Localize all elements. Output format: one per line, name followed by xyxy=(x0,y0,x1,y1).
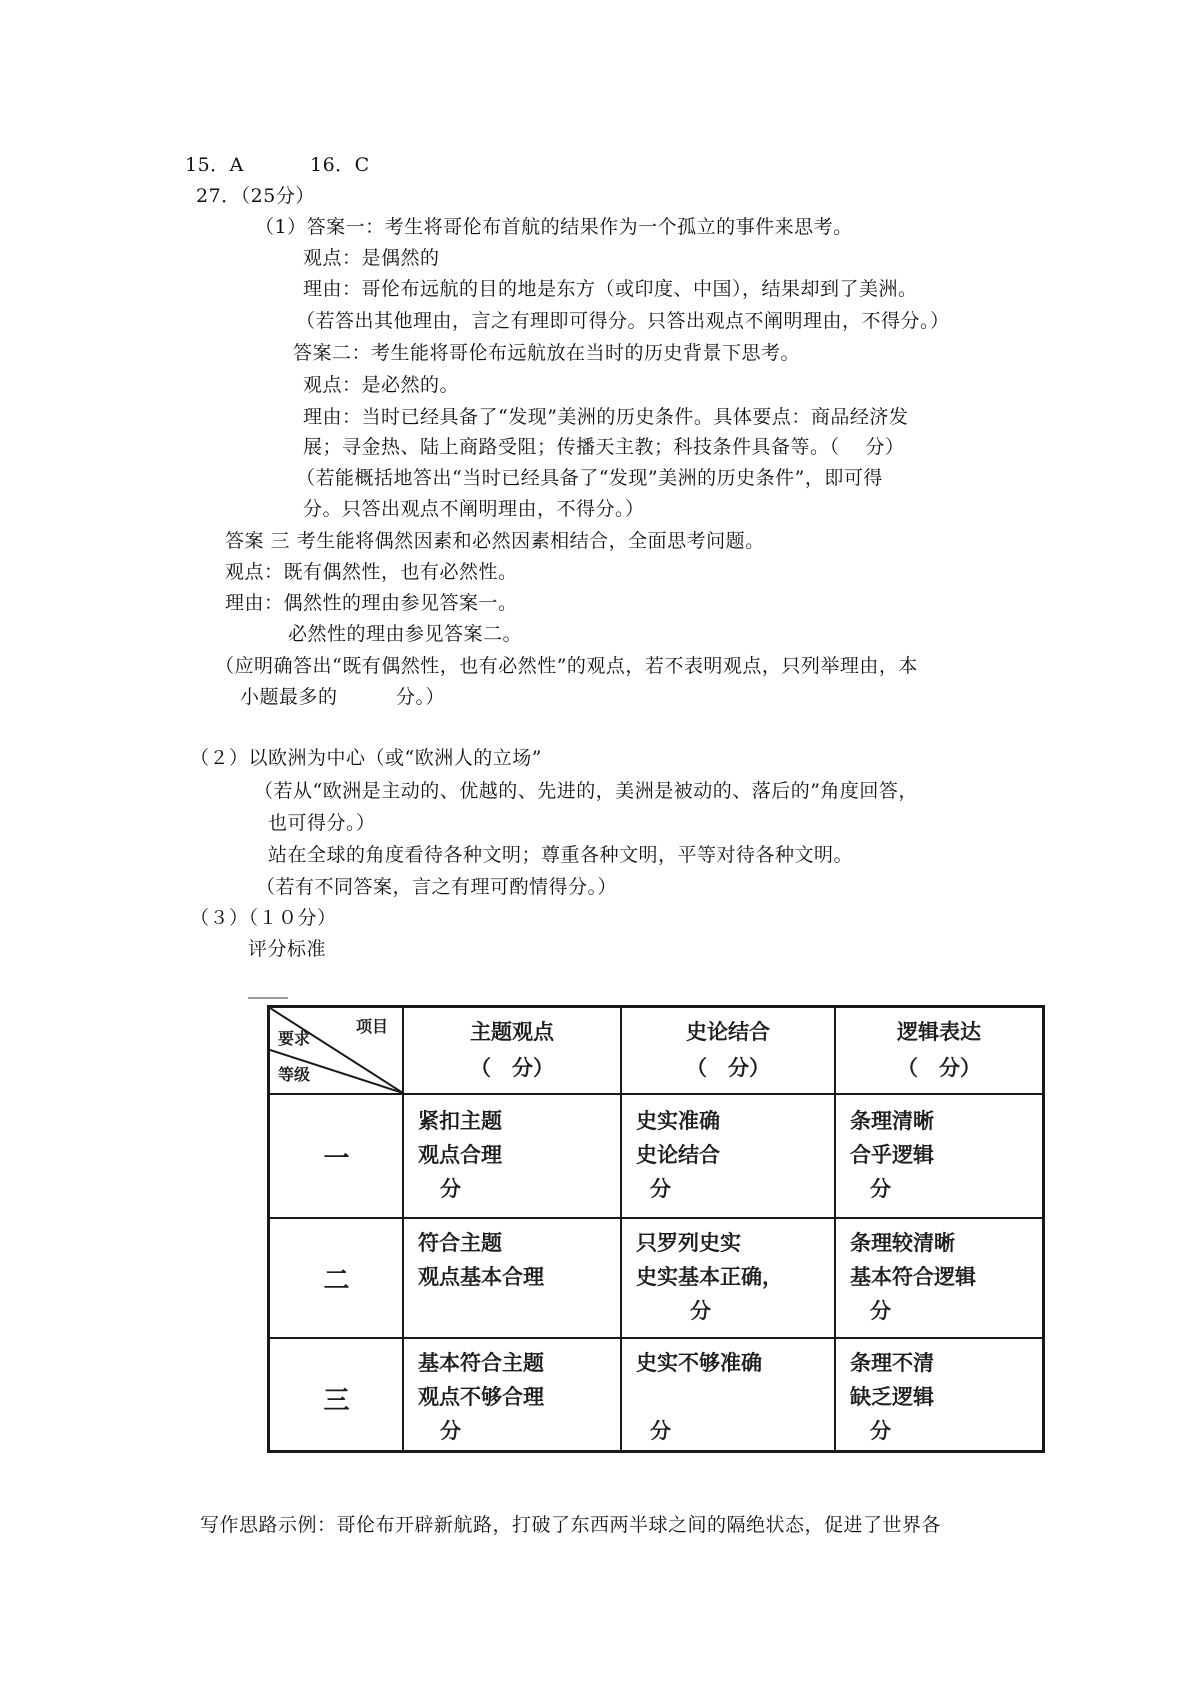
rubric-divider xyxy=(270,1337,1042,1339)
row2-history-line2: 史实基本正确， xyxy=(636,1264,783,1289)
row3-theme-line2: 观点不够合理 xyxy=(418,1384,544,1409)
row1-history-line1: 史实准确 xyxy=(636,1108,720,1133)
row1-history-line2: 史论结合 xyxy=(636,1142,720,1167)
answer1-view: 观点：是偶然的 xyxy=(303,247,440,269)
part2-note-line1: （若从“欧洲是主动的、优越的、先进的，美洲是被动的、落后的”角度回答， xyxy=(254,780,918,802)
scoring-rubric-table xyxy=(267,1005,1045,1453)
row1-theme-points: 分 xyxy=(440,1176,461,1201)
row3-logic-line1: 条理不清 xyxy=(850,1350,934,1375)
column-points: （ 分） xyxy=(470,1055,554,1080)
grade-two: 二 xyxy=(323,1266,350,1296)
row1-logic-line1: 条理清晰 xyxy=(850,1108,934,1133)
row1-history-points: 分 xyxy=(650,1176,671,1201)
answer1-reason: 理由：哥伦布远航的目的地是东方（或印度、中国），结果却到了美洲。 xyxy=(303,278,918,300)
row1-theme-line2: 观点合理 xyxy=(418,1142,502,1167)
row2-history-points: 分 xyxy=(690,1298,711,1323)
part3-heading: （３）（１０分） xyxy=(190,907,337,929)
answer3-reason-line1: 理由：偶然性的理由参见答案一。 xyxy=(225,592,518,614)
rubric-divider xyxy=(270,1093,1042,1095)
row3-history-points: 分 xyxy=(650,1418,671,1443)
answer-q16: 16．C xyxy=(310,154,370,176)
part2-note-line2: 也可得分。） xyxy=(268,812,376,834)
answer1-heading: （1）答案一：考生将哥伦布首航的结果作为一个孤立的事件来思考。 xyxy=(255,216,853,238)
q27-title: 27．（25分） xyxy=(196,185,315,207)
row2-logic-line1: 条理较清晰 xyxy=(850,1230,955,1255)
row3-logic-points: 分 xyxy=(870,1418,891,1443)
row1-theme-line1: 紧扣主题 xyxy=(418,1108,502,1133)
row3-theme-line1: 基本符合主题 xyxy=(418,1350,544,1375)
scoring-criteria-label: 评分标准 xyxy=(248,938,327,960)
corner-grade-label: 等级 xyxy=(278,1065,311,1084)
answer2-note-line1: （若能概括地答出“当时已经具备了“发现”美洲的历史条件”，即可得 xyxy=(296,467,883,489)
answer3-note-line1: （应明确答出“既有偶然性，也有必然性”的观点，若不表明观点，只列举理由，本 xyxy=(215,655,918,677)
column-header-history xyxy=(622,1014,834,1086)
answer2-heading: 答案二：考生能将哥伦布远航放在当时的历史背景下思考。 xyxy=(293,342,801,364)
row3-history-line1: 史实不够准确 xyxy=(636,1350,762,1375)
column-points: （ 分） xyxy=(686,1055,770,1080)
answer2-view: 观点：是必然的。 xyxy=(303,374,460,396)
answer3-note-line2: 小题最多的 分。） xyxy=(240,686,446,708)
corner-item-label: 项目 xyxy=(356,1017,389,1036)
writing-example: 写作思路示例：哥伦布开辟新航路，打破了东西两半球之间的隔绝状态，促进了世界各 xyxy=(200,1514,942,1536)
rubric-divider xyxy=(270,1217,1042,1219)
grade-one: 一 xyxy=(323,1144,350,1174)
part2-heading: （２）以欧洲为中心（或“欧洲人的立场” xyxy=(190,747,542,769)
row1-logic-points: 分 xyxy=(870,1176,891,1201)
answer2-reason-line1: 理由：当时已经具备了“发现”美洲的历史条件。具体要点：商品经济发 xyxy=(303,406,909,428)
column-title: 史论结合 xyxy=(686,1019,770,1044)
column-header-logic xyxy=(836,1014,1042,1086)
part2-statement: 站在全球的角度看待各种文明；尊重各种文明，平等对待各种文明。 xyxy=(268,844,854,866)
column-points: （ 分） xyxy=(897,1055,981,1080)
answer3-heading: 答案 三 考生能将偶然因素和必然因素相结合，全面思考问题。 xyxy=(225,530,765,552)
answer3-view: 观点：既有偶然性，也有必然性。 xyxy=(225,561,518,583)
column-title: 逻辑表达 xyxy=(897,1019,981,1044)
answer1-note: （若答出其他理由，言之有理即可得分。只答出观点不阐明理由，不得分。） xyxy=(296,310,950,332)
column-title: 主题观点 xyxy=(470,1019,554,1044)
row1-logic-line2: 合乎逻辑 xyxy=(850,1142,934,1167)
answer-q15: 15．A xyxy=(185,154,244,176)
row2-theme-line1: 符合主题 xyxy=(418,1230,502,1255)
answer3-reason-line2: 必然性的理由参见答案二。 xyxy=(288,623,523,645)
scan-mark xyxy=(248,997,288,999)
row2-history-line1: 只罗列史实 xyxy=(636,1230,741,1255)
row2-logic-line2: 基本符合逻辑 xyxy=(850,1264,976,1289)
corner-requirement-label: 要求 xyxy=(278,1029,311,1048)
answer2-note-line2: 分。只答出观点不阐明理由，不得分。） xyxy=(303,498,645,520)
column-header-theme xyxy=(404,1014,620,1086)
row2-theme-line2: 观点基本合理 xyxy=(418,1264,544,1289)
answer2-reason-line2: 展；寻金热、陆上商路受阻；传播天主教；科技条件具备等。（ 分） xyxy=(303,436,905,458)
part2-note-line3: （若有不同答案，言之有理可酌情得分。） xyxy=(256,876,618,898)
row3-logic-line2: 缺乏逻辑 xyxy=(850,1384,934,1409)
row2-logic-points: 分 xyxy=(870,1298,891,1323)
grade-three: 三 xyxy=(323,1386,350,1416)
row3-theme-points: 分 xyxy=(440,1418,461,1443)
